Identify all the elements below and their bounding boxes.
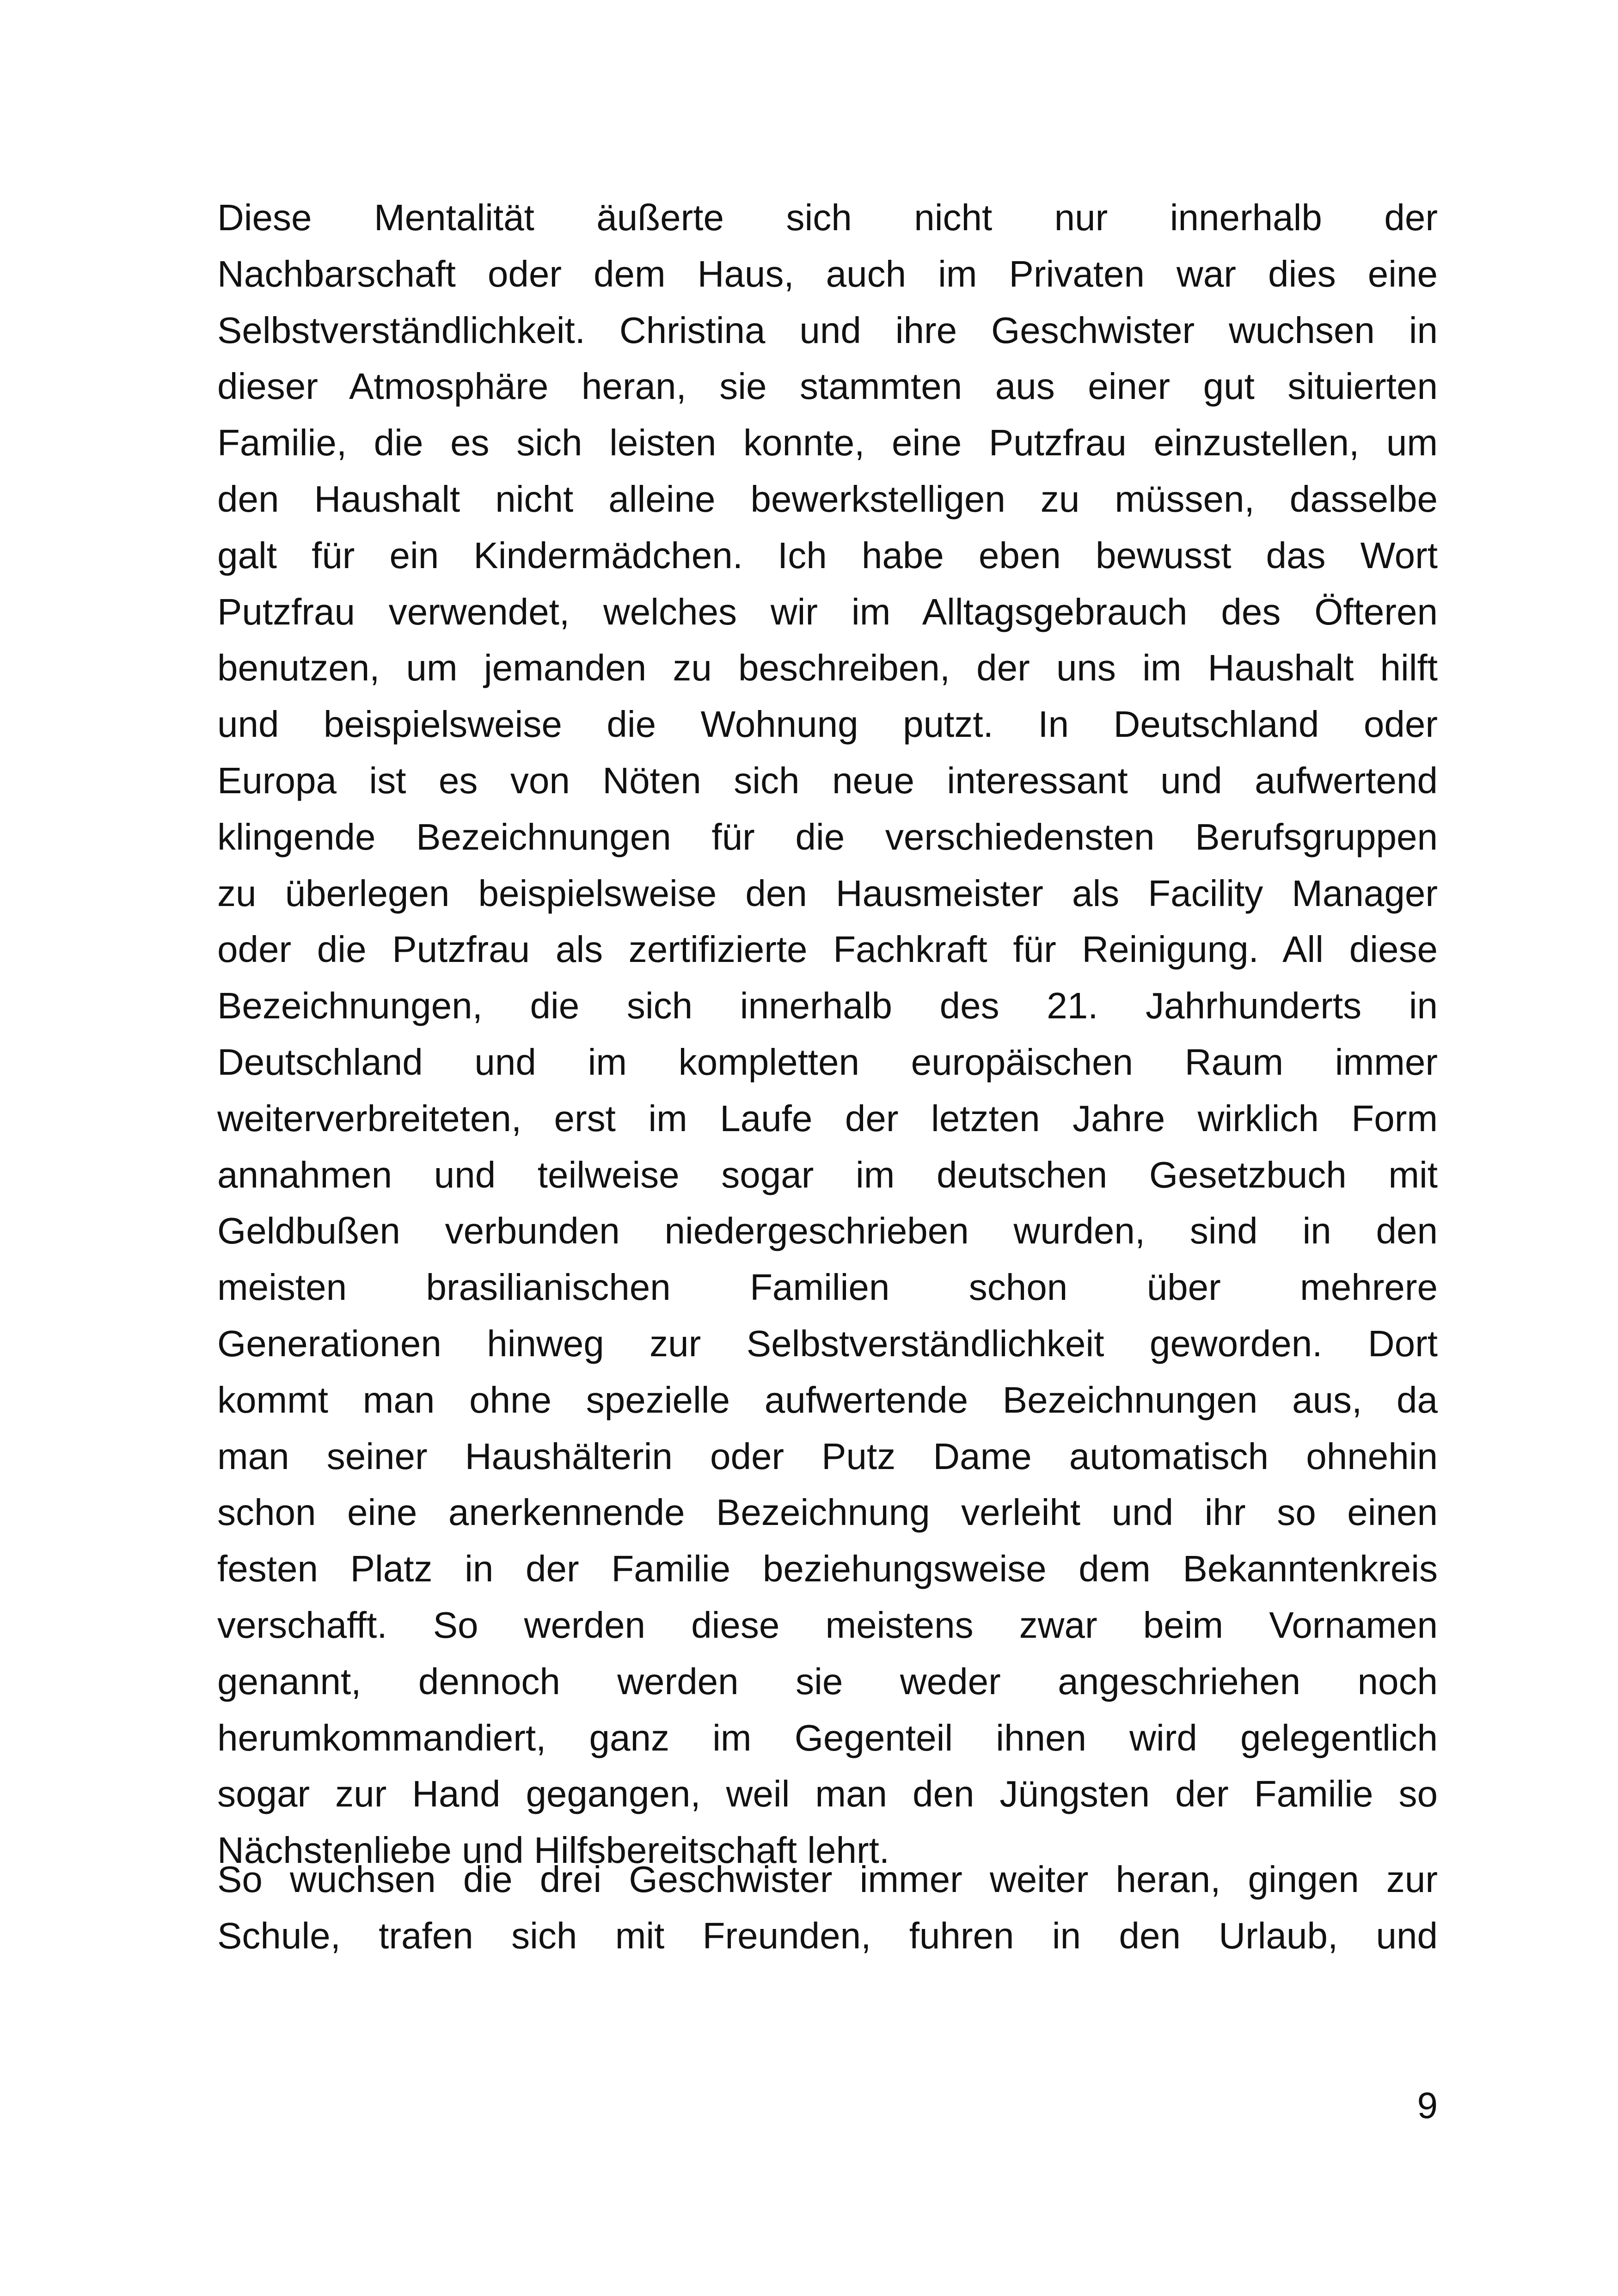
text-line: kommt man ohne spezielle aufwertende Bezeichnungen aus, da bbox=[217, 1379, 1438, 1420]
page-number: 9 bbox=[1417, 2085, 1438, 2126]
text-line: Generationen hinweg zur Selbstverständlichkeit geworden. Dort bbox=[217, 1322, 1438, 1364]
text-line: So wuchsen die drei Geschwister immer weiter heran, gingen zur bbox=[217, 1859, 1438, 1900]
text-line: Putzfrau verwendet, welches wir im Alltagsgebrauch des Öfteren bbox=[217, 591, 1438, 632]
text-line: zu überlegen beispielsweise den Hausmeister als Facility Manager bbox=[217, 872, 1438, 914]
text-line: Geldbußen verbunden niedergeschrieben wurden, sind in den bbox=[217, 1210, 1438, 1252]
text-line: Bezeichnungen, die sich innerhalb des 21. Jahrhunderts in bbox=[217, 985, 1438, 1027]
text-line: Nachbarschaft oder dem Haus, auch im Privaten war dies eine bbox=[217, 253, 1438, 294]
text-line: den Haushalt nicht alleine bewerkstelligen zu müssen, dasselbe bbox=[217, 478, 1438, 520]
text-line: Schule, trafen sich mit Freunden, fuhren in den Urlaub, und bbox=[217, 1915, 1438, 1956]
text-line: Familie, die es sich leisten konnte, eine Putzfrau einzustellen, um bbox=[217, 422, 1438, 464]
text-line: festen Platz in der Familie beziehungsweise dem Bekanntenkreis bbox=[217, 1548, 1438, 1590]
text-line: genannt, dennoch werden sie weder angeschriehen noch bbox=[217, 1660, 1438, 1702]
text-line: benutzen, um jemanden zu beschreiben, der uns im Haushalt hilft bbox=[217, 647, 1438, 689]
text-line: oder die Putzfrau als zertifizierte Fachkraft für Reinigung. All diese bbox=[217, 929, 1438, 970]
paragraph-1 bbox=[217, 190, 1438, 1879]
text-line: sogar zur Hand gegangen, weil man den Jüngsten der Familie so bbox=[217, 1773, 1438, 1815]
text-line: klingende Bezeichnungen für die verschiedensten Berufsgruppen bbox=[217, 816, 1438, 857]
text-line: und beispielsweise die Wohnung putzt. In Deutschland oder bbox=[217, 704, 1438, 745]
text-line: weiterverbreiteten, erst im Laufe der letzten Jahre wirklich Form bbox=[217, 1097, 1438, 1139]
text-line: annahmen und teilweise sogar im deutschen Gesetzbuch mit bbox=[217, 1154, 1438, 1195]
text-line: dieser Atmosphäre heran, sie stammten aus einer gut situierten bbox=[217, 366, 1438, 407]
text-line: Selbstverständlichkeit. Christina und ihre Geschwister wuchsen in bbox=[217, 309, 1438, 351]
text-line: verschafft. So werden diese meistens zwar beim Vornamen bbox=[217, 1604, 1438, 1646]
text-line: man seiner Haushälterin oder Putz Dame automatisch ohnehin bbox=[217, 1435, 1438, 1477]
paragraph-2 bbox=[217, 1851, 1438, 1964]
text-line: schon eine anerkennende Bezeichnung verleiht und ihr so einen bbox=[217, 1492, 1438, 1533]
text-line: meisten brasilianischen Familien schon über mehrere bbox=[217, 1267, 1438, 1308]
text-line: Europa ist es von Nöten sich neue interessant und aufwertend bbox=[217, 759, 1438, 801]
text-line: Nächstenliebe und Hilfsbereitschaft lehrt. bbox=[217, 1830, 890, 1871]
text-line: Diese Mentalität äußerte sich nicht nur innerhalb der bbox=[217, 197, 1438, 238]
text-line: galt für ein Kindermädchen. Ich habe eben bewusst das Wort bbox=[217, 534, 1438, 576]
text-line: herumkommandiert, ganz im Gegenteil ihnen wird gelegentlich bbox=[217, 1717, 1438, 1758]
text-line: Deutschland und im kompletten europäischen Raum immer bbox=[217, 1041, 1438, 1083]
